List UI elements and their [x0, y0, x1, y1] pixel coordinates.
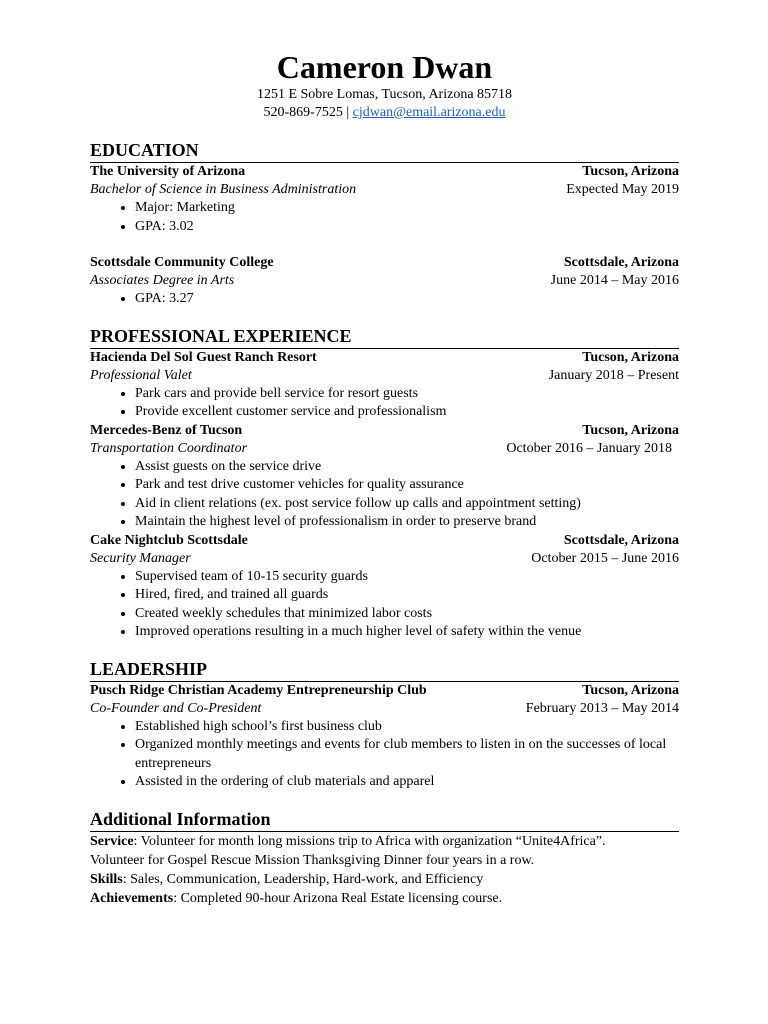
date-range: June 2014 – May 2016 — [550, 273, 679, 288]
bullet-item: • Assist guests on the service drive — [135, 458, 679, 477]
location: Tucson, Arizona — [582, 422, 679, 438]
entry-header-row — [90, 254, 679, 272]
skills-text: : Sales, Communication, Leadership, Hard-work, and Efficiency — [122, 871, 484, 887]
bullet-item: • Park and test drive customer vehicles for quality assurance — [135, 476, 679, 495]
service-label: Service — [90, 833, 134, 849]
location: Scottsdale, Arizona — [563, 255, 679, 270]
bullet-item: • Provide excellent customer service and professionalism — [135, 403, 679, 422]
experience-entry — [90, 422, 679, 532]
bullet-item: • GPA: 3.27 — [135, 290, 679, 309]
skills-line — [90, 870, 679, 889]
entry-header-row — [90, 682, 679, 700]
degree: Associates Degree in Arts — [90, 273, 235, 288]
bullet-item: • Maintain the highest level of professionalism in order to preserve brand — [135, 513, 679, 532]
bullet-item: • Hired, fired, and trained all guards — [135, 586, 679, 605]
section-title-experience: PROFESSIONAL EXPERIENCE — [90, 326, 679, 349]
achievements-line — [90, 889, 679, 908]
volunteer-line: Volunteer for Gospel Rescue Mission Thanksgiving Dinner four years in a row. — [90, 852, 535, 868]
entry-header-row — [90, 349, 679, 367]
address-line: 1251 E Sobre Lomas, Tucson, Arizona 85718 — [256, 87, 513, 102]
leadership-entry — [90, 682, 679, 792]
date-range: February 2013 – May 2014 — [525, 700, 679, 716]
entry-subheader-row — [90, 367, 679, 385]
bullet-item: • Assisted in the ordering of club materials and apparel — [135, 773, 679, 792]
date-range: October 2016 – January 2018 — [506, 440, 672, 456]
contact-line — [90, 104, 679, 122]
section-title-education: EDUCATION — [90, 140, 679, 163]
entry-subheader-row — [90, 700, 679, 718]
achievements-text: : Completed 90-hour Arizona Real Estate licensing course. — [173, 890, 503, 906]
organization-name: Pusch Ridge Christian Academy Entrepreneurship Club — [90, 682, 427, 698]
location: Tucson, Arizona — [582, 682, 679, 698]
bullet-item: • Improved operations resulting in a much higher level of safety within the venue — [135, 623, 679, 642]
section-title-leadership: LEADERSHIP — [90, 659, 679, 682]
education-entry — [90, 163, 679, 236]
bullet-item: • GPA: 3.02 — [135, 218, 679, 237]
entry-subheader-row — [90, 181, 679, 199]
email-link[interactable]: cjdwan@email.arizona.edu — [352, 105, 506, 120]
bullet-item: • Organized monthly meetings and events for club members to listen in on the successes of local entrepreneurs — [135, 736, 679, 773]
role-title: Security Manager — [90, 550, 191, 566]
entry-subheader-row — [90, 440, 679, 458]
date-range: January 2018 – Present — [548, 367, 679, 383]
experience-entry — [90, 532, 679, 642]
service-text: : Volunteer for month long missions trip to Africa with organization “Unite4Africa”. — [133, 833, 606, 849]
service-line — [90, 832, 679, 851]
skills-label: Skills — [90, 871, 123, 887]
entry-subheader-row — [90, 272, 679, 290]
entry-subheader-row — [90, 550, 679, 568]
date-range: Expected May 2019 — [566, 182, 679, 197]
section-title-additional: Additional Information — [90, 809, 679, 832]
organization-name: Cake Nightclub Scottsdale — [90, 532, 248, 548]
bullet-item: • Major: Marketing — [135, 199, 679, 218]
role-title: Transportation Coordinator — [90, 440, 248, 456]
bullet-list — [90, 718, 679, 792]
entry-header-row — [90, 532, 679, 550]
phone-number: 520-869-7525 — [263, 105, 343, 120]
entry-header-row — [90, 163, 679, 181]
location: Scottsdale, Arizona — [563, 532, 679, 548]
date-range: October 2015 – June 2016 — [531, 550, 679, 566]
bullet-item: • Established high school’s first business club — [135, 718, 679, 737]
education-entry — [90, 254, 679, 309]
location: Tucson, Arizona — [582, 349, 679, 365]
entry-header-row — [90, 422, 679, 440]
resume-name: Cameron Dwan — [276, 49, 493, 85]
bullet-list — [90, 385, 679, 422]
experience-entry — [90, 349, 679, 422]
organization-name: Mercedes-Benz of Tucson — [90, 422, 243, 438]
degree: Bachelor of Science in Business Administration — [90, 182, 357, 197]
contact-separator: | — [346, 105, 350, 120]
role-title: Co-Founder and Co-President — [90, 700, 262, 716]
location: Tucson, Arizona — [582, 164, 679, 179]
resume-page — [90, 48, 679, 908]
bullet-list — [90, 458, 679, 532]
school-name: The University of Arizona — [90, 164, 246, 179]
role-title: Professional Valet — [90, 367, 192, 383]
bullet-item: • Supervised team of 10-15 security guards — [135, 568, 679, 587]
bullet-item: • Created weekly schedules that minimized labor costs — [135, 605, 679, 624]
bullet-list — [90, 290, 679, 309]
achievements-label: Achievements — [90, 890, 174, 906]
school-name: Scottsdale Community College — [90, 255, 274, 270]
bullet-item: • Park cars and provide bell service for resort guests — [135, 385, 679, 404]
bullet-list — [90, 568, 679, 642]
bullet-item: • Aid in client relations (ex. post service follow up calls and appointment setting) — [135, 495, 679, 514]
bullet-list — [90, 199, 679, 236]
organization-name: Hacienda Del Sol Guest Ranch Resort — [90, 349, 317, 365]
